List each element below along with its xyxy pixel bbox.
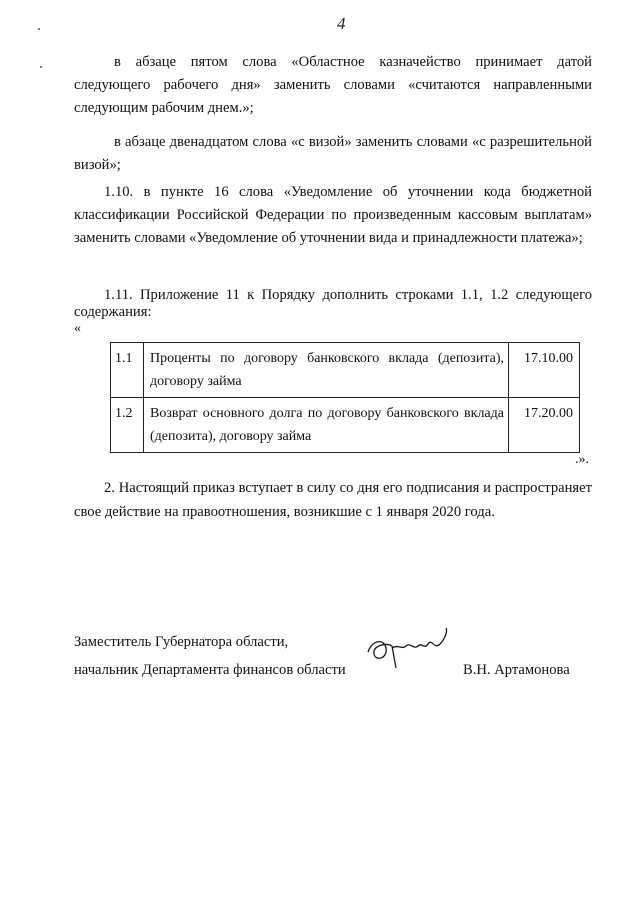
paragraph-item-1-10: 1.10. в пункте 16 слова «Уведомление об уточнении кода бюджетной классификации Российской Федерации по произведенным кассовым выплатам» заменить словами «Уведомление об уточнении вида и принадлежности платежа»; — [74, 184, 592, 246]
signatory-position — [74, 628, 346, 684]
page-number: 4 — [337, 14, 346, 33]
row-code: 17.10.00 — [509, 343, 580, 398]
table-row — [111, 343, 580, 398]
position-line: Заместитель Губернатора области, — [74, 634, 289, 650]
row-number: 1.2 — [111, 398, 144, 453]
row-description: Проценты по договору банковского вклада (депозита), договору займа — [144, 343, 509, 398]
row-number: 1.1 — [111, 343, 144, 398]
table-row — [111, 398, 580, 453]
handwritten-signature — [362, 622, 452, 672]
quote-open: « — [74, 321, 81, 336]
paragraph-item-1-11: 1.11. Приложение 11 к Порядку дополнить строками 1.1, 1.2 следующего содержания: — [74, 287, 592, 320]
quote-close: .». — [575, 452, 589, 467]
paragraph-item-2: 2. Настоящий приказ вступает в силу со дня его подписания и распространяет свое действие на правоотношения, возникшие с 1 января 2020 года. — [74, 480, 592, 520]
signatory-name: В.Н. Артамонова — [463, 662, 570, 678]
position-line: начальник Департамента финансов области — [74, 662, 346, 678]
scan-speck — [38, 28, 40, 30]
row-code: 17.20.00 — [509, 398, 580, 453]
scan-speck — [40, 66, 42, 68]
payment-codes-table — [110, 342, 580, 453]
paragraph-abzac-12: в абзаце двенадцатом слова «с визой» заменить словами «с разрешительной визой»; — [74, 134, 592, 173]
row-description: Возврат основного долга по договору банковского вклада (депозита), договору займа — [144, 398, 509, 453]
paragraph-abzac-5: в абзаце пятом слова «Областное казначейство принимает датой следующего рабочего дня» заменить словами «считаются направленными следующим рабочим днем.»; — [74, 54, 592, 116]
